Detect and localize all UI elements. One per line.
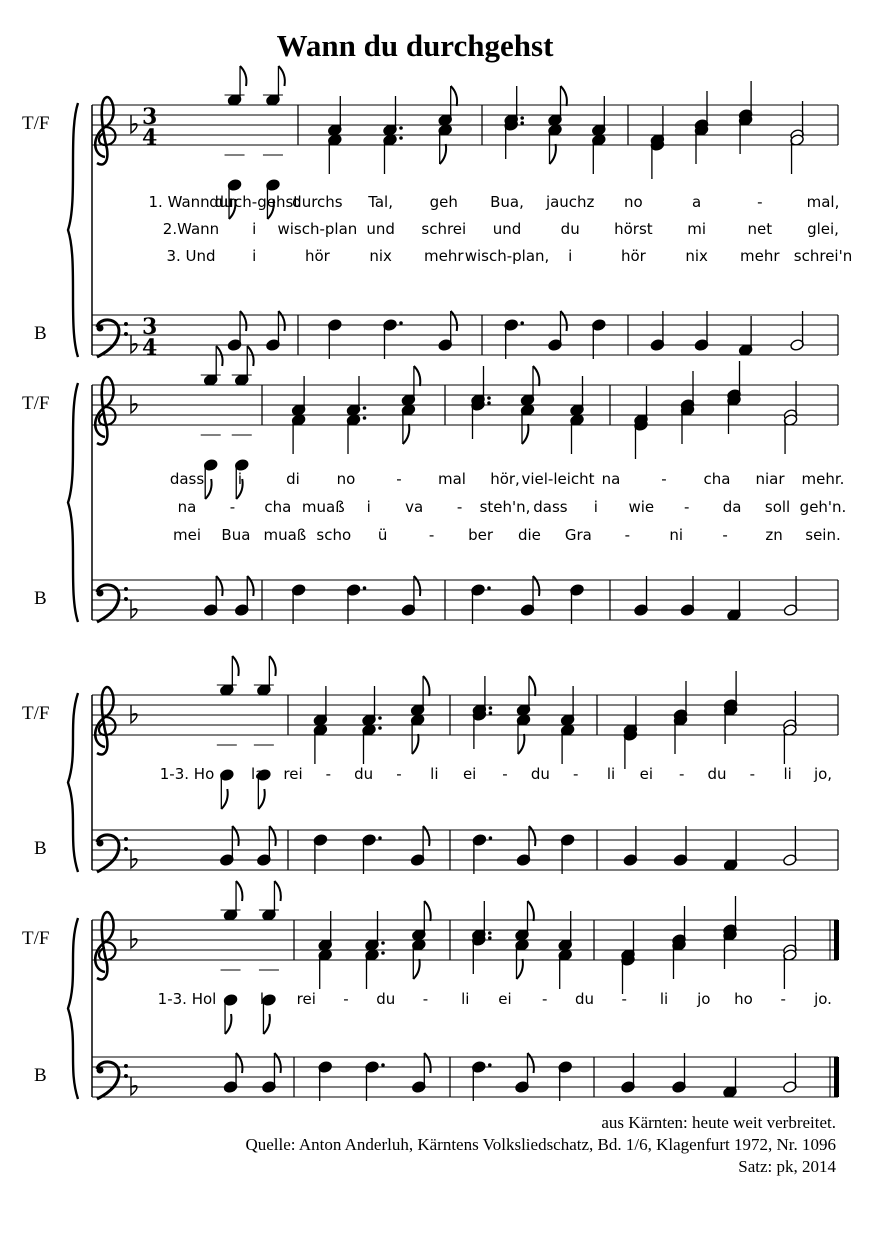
upper-voice-note-dot (378, 716, 382, 720)
credit-origin: aus Kärnten: heute weit verbreitet. (601, 1113, 836, 1132)
lyric-syllable: cha (264, 498, 292, 516)
upper-voice-note-flag (216, 346, 222, 366)
lyric-syllable: rei (283, 765, 303, 783)
lyric-syllable: - (757, 193, 763, 211)
lyric-syllable: - (456, 498, 463, 516)
lyric-syllable: du (530, 765, 550, 783)
lyric-syllable: li (783, 765, 792, 783)
lyric-syllable: mal (438, 470, 466, 488)
upper-voice-note-dot (520, 116, 524, 120)
bass-note-flag (424, 1053, 430, 1073)
lyric-syllable: - (683, 498, 690, 516)
upper-staff-label: T/F (22, 703, 50, 724)
lyric-syllable: wie (628, 498, 655, 516)
lower-voice-note-flag (258, 789, 264, 809)
credit-source: Quelle: Anton Anderluh, Kärntens Volksliedschatz, Bd. 1/6, Klagenfurt 1972, Nr. 1096 (245, 1135, 836, 1154)
bass-note-flag (528, 1053, 534, 1073)
bass-clef-dot-icon (124, 587, 128, 591)
lyric-syllable: schrei'n (793, 247, 853, 265)
bass-note-flag (533, 576, 539, 596)
upper-staff-label: T/F (22, 393, 50, 414)
flat-key-signature-icon (131, 115, 137, 133)
lyric-syllable: - (229, 498, 236, 516)
lyric-syllable: wisch-plan, (464, 247, 550, 265)
lower-voice-note-dot (378, 726, 382, 730)
bass-note-flag (278, 311, 284, 331)
lyric-syllable: 1. Wann du (148, 193, 234, 211)
lyric-syllable: ei (498, 990, 512, 1008)
lower-voice-note-dot (399, 136, 403, 140)
lyric-syllable: ü (377, 526, 388, 544)
lyric-syllable: wisch-plan (277, 220, 358, 238)
lower-voice-note-dot (489, 711, 493, 715)
lyric-syllable: mei (172, 526, 202, 544)
credits (245, 1112, 836, 1178)
flat-key-signature-icon (131, 395, 137, 413)
flat-key-signature-icon (131, 600, 137, 618)
lyric-syllable: sein. (805, 526, 841, 544)
bass-note-dot (381, 1063, 385, 1067)
lower-voice-note-flag (225, 1014, 231, 1034)
lyric-syllable: durchs (292, 193, 343, 211)
lyric-syllable: - (343, 990, 349, 1008)
lyric-syllable: cha (703, 470, 731, 488)
bass-note-flag (269, 826, 275, 846)
lyric-syllable: hör, (490, 470, 520, 488)
lyric-syllable: jo, (813, 765, 833, 783)
lower-voice-note-flag (550, 144, 556, 164)
bass-clef-dot-icon (124, 1074, 128, 1078)
upper-voice-note-flag (529, 676, 535, 696)
bass-clef-dot-icon (124, 837, 128, 841)
brace-icon (68, 383, 78, 622)
lyric-syllable: jauchz (545, 193, 595, 211)
lower-voice-note-dot (488, 936, 492, 940)
lyric-syllable: soll (764, 498, 791, 516)
lyric-syllable: mehr. (801, 470, 845, 488)
lyric-syllable: 1-3. Ho (159, 765, 215, 783)
time-signature-denominator: 4 (142, 125, 158, 151)
lyric-syllable: - (325, 765, 332, 783)
lyric-syllable: du (560, 220, 580, 238)
lyric-syllable: no (624, 193, 643, 211)
lower-voice-note-flag (263, 1014, 269, 1034)
lyric-syllable: scho (316, 526, 352, 544)
bass-clef-dot-icon (97, 840, 104, 847)
upper-voice-note-flag (423, 676, 429, 696)
lyric-syllable: i (252, 247, 257, 265)
lyric-syllable: hör (620, 247, 646, 265)
upper-staff-label: T/F (22, 113, 50, 134)
lower-voice-note-flag (205, 479, 211, 499)
time-signature-numerator: 3 (142, 314, 158, 340)
bass-note-dot (378, 836, 382, 840)
lyric-syllable: - (428, 526, 435, 544)
lower-staff-label: B (34, 588, 47, 609)
lyric-syllable: jo (697, 990, 711, 1008)
lyric-syllable: Bua (221, 526, 251, 544)
lyric-syllable: die (517, 526, 541, 544)
bass-note-flag (240, 311, 246, 331)
lyric-syllable: geh (429, 193, 458, 211)
lyric-syllable: - (219, 765, 226, 783)
lower-voice-note-dot (363, 416, 367, 420)
flat-key-signature-icon (131, 705, 137, 723)
lyric-syllable: - (502, 765, 508, 783)
upper-voice-note-flag (236, 881, 242, 901)
bass-note-flag (247, 576, 253, 596)
lyric-syllable: dass (533, 498, 568, 516)
treble-clef-icon (95, 687, 113, 754)
bass-note-flag (232, 826, 238, 846)
lyric-syllable: la (250, 765, 265, 783)
bass-clef-dot-icon (124, 597, 128, 601)
upper-voice-note-flag (414, 366, 420, 386)
lyric-syllable: - (678, 765, 685, 783)
bass-note-dot (487, 586, 491, 590)
lyric-syllable: 2.Wann (162, 220, 220, 238)
lyric-syllable: geh'n. (799, 498, 847, 516)
lyric-syllable: ni (669, 526, 684, 544)
lyric-syllable: viel-leicht (521, 470, 595, 488)
lower-voice-note-dot (381, 951, 385, 955)
bass-clef-dot-icon (124, 1064, 128, 1068)
time-signature-numerator: 3 (142, 104, 158, 130)
upper-voice-note-dot (488, 931, 492, 935)
lyric-syllable: nix (369, 247, 392, 265)
lyric-syllable: - (396, 470, 402, 488)
lyric-syllable: ei (462, 765, 477, 783)
lyric-syllable: und (366, 220, 395, 238)
lower-voice-note-flag (413, 959, 419, 979)
lyric-syllable: steh'n, (479, 498, 531, 516)
lyric-syllable: du (376, 990, 396, 1008)
bass-note-flag (561, 311, 567, 331)
bass-clef-dot-icon (124, 322, 128, 326)
lower-voice-note-dot (487, 401, 491, 405)
lyric-syllable: dass (169, 470, 205, 488)
bass-clef-dot-icon (97, 1067, 104, 1074)
bass-note-flag (414, 576, 420, 596)
lyric-syllable: muaß (301, 498, 345, 516)
lyric-syllable: - (224, 990, 230, 1008)
lyric-syllable: Tal, (368, 193, 393, 211)
lower-staff-label: B (34, 323, 47, 344)
lyric-syllable: no (336, 470, 356, 488)
lyric-syllable: nix (685, 247, 708, 265)
upper-voice-note-flag (278, 66, 284, 86)
lyric-syllable: net (747, 220, 773, 238)
lyric-syllable: na (601, 470, 621, 488)
flat-key-signature-icon (131, 930, 137, 948)
flat-key-signature-icon (131, 850, 137, 868)
bass-note-flag (423, 826, 429, 846)
treble-clef-icon (95, 912, 113, 979)
lyric-syllable: li (430, 765, 439, 783)
upper-voice-note-flag (247, 346, 253, 366)
upper-voice-note-dot (363, 406, 367, 410)
credit-arranger: Satz: pk, 2014 (738, 1157, 836, 1176)
lower-voice-note-flag (221, 789, 227, 809)
song-title: Wann du durchgehst (276, 28, 554, 63)
upper-voice-note-flag (451, 86, 457, 106)
upper-voice-note-flag (240, 66, 246, 86)
lyric-syllable: durch-gehst (209, 193, 300, 211)
lower-voice-note-flag (522, 424, 528, 444)
lyric-syllable: zn (765, 526, 783, 544)
lyric-syllable: - (572, 765, 579, 783)
lyric-syllable: glei, (807, 220, 839, 238)
flat-key-signature-icon (131, 335, 137, 353)
lyric-syllable: i (593, 498, 598, 516)
upper-voice-note-dot (381, 941, 385, 945)
lyric-syllable: i (252, 220, 257, 238)
upper-voice-note-flag (424, 901, 430, 921)
bass-note-flag (451, 311, 457, 331)
lyric-syllable: - (396, 765, 402, 783)
bass-clef-dot-icon (124, 332, 128, 336)
lyric-syllable: - (542, 990, 548, 1008)
lyric-syllable: du (707, 765, 727, 783)
lyric-syllable: jo. (814, 990, 832, 1008)
upper-voice-note-flag (533, 366, 539, 386)
lyric-syllable: li (461, 990, 470, 1008)
lyric-syllable: - (749, 765, 756, 783)
lyric-syllable: mal, (806, 193, 840, 211)
lower-voice-note-dot (520, 121, 524, 125)
lyric-syllable: va (405, 498, 424, 516)
lyric-syllable: du (354, 765, 374, 783)
bass-clef-dot-icon (124, 847, 128, 851)
brace-icon (68, 918, 78, 1099)
lyric-syllable: i (366, 498, 371, 516)
lyric-syllable: da (722, 498, 742, 516)
upper-voice-note-dot (399, 126, 403, 130)
lower-voice-note-flag (517, 959, 523, 979)
lyric-syllable: la (259, 990, 274, 1008)
treble-clef-icon (95, 377, 113, 444)
upper-voice-note-flag (274, 881, 280, 901)
upper-voice-note-dot (487, 396, 491, 400)
bass-note-dot (489, 836, 493, 840)
lyric-syllable: a (691, 193, 702, 211)
final-barline-thick (834, 920, 839, 960)
lyric-syllable: Bua, (490, 193, 524, 211)
bass-note-flag (216, 576, 222, 596)
upper-voice-note-flag (269, 656, 275, 676)
lyric-syllable: muaß (263, 526, 307, 544)
bass-note-dot (363, 586, 367, 590)
lower-voice-note-flag (440, 144, 446, 164)
bass-clef-dot-icon (97, 590, 104, 597)
lower-voice-note-flag (518, 734, 524, 754)
brace-icon (68, 693, 78, 872)
lyric-syllable: niar (755, 470, 785, 488)
lyric-syllable: mehr (740, 247, 780, 265)
lyric-syllable: - (780, 990, 786, 1008)
lyric-syllable: - (422, 990, 429, 1008)
lyric-syllable: i (237, 470, 243, 488)
upper-voice-note-flag (528, 901, 534, 921)
lyric-syllable: na (177, 498, 197, 516)
brace-icon (68, 103, 78, 357)
final-barline-thick (834, 1057, 839, 1097)
lyric-syllable: 3. Und (166, 247, 216, 265)
lyric-syllable: - (624, 526, 631, 544)
lyric-syllable: Gra (564, 526, 592, 544)
lyric-syllable: di (286, 470, 300, 488)
lower-staff-label: B (34, 838, 47, 859)
lyric-syllable: du (574, 990, 595, 1008)
lyric-syllable: und (492, 220, 522, 238)
flat-key-signature-icon (131, 1077, 137, 1095)
lyric-syllable: li (606, 765, 616, 783)
bass-note-dot (520, 321, 524, 325)
upper-voice-note-flag (232, 656, 238, 676)
lyric-syllable: - (621, 990, 627, 1008)
upper-voice-note-flag (561, 86, 567, 106)
bass-clef-dot-icon (97, 325, 104, 332)
time-signature-denominator: 4 (142, 335, 158, 361)
bass-note-dot (488, 1063, 492, 1067)
lyric-syllable: li (659, 990, 669, 1008)
lyric-syllable: ber (468, 526, 493, 544)
lyric-syllable: hörst (614, 220, 653, 238)
lyric-syllable: hör (304, 247, 330, 265)
upper-staff-label: T/F (22, 928, 50, 949)
lyric-syllable: - (661, 470, 667, 488)
upper-voice-note-dot (489, 706, 493, 710)
bass-note-flag (274, 1053, 280, 1073)
treble-clef-icon (95, 97, 113, 164)
lyric-syllable: rei (296, 990, 316, 1008)
lyric-syllable: i (568, 247, 573, 265)
bass-note-flag (529, 826, 535, 846)
lyric-syllable: 1-3. Hol (157, 990, 217, 1008)
bass-note-flag (236, 1053, 242, 1073)
lower-staff-label: B (34, 1065, 47, 1086)
lower-voice-note-flag (403, 424, 409, 444)
lyric-syllable: mehr (424, 247, 464, 265)
lower-voice-note-flag (412, 734, 418, 754)
lyric-syllable: schrei (421, 220, 467, 238)
bass-note-dot (399, 321, 403, 325)
lyric-syllable: - (722, 526, 728, 544)
lyric-syllable: mi (687, 220, 706, 238)
lyric-syllable: ho (734, 990, 753, 1008)
lyric-syllable: ei (639, 765, 654, 783)
